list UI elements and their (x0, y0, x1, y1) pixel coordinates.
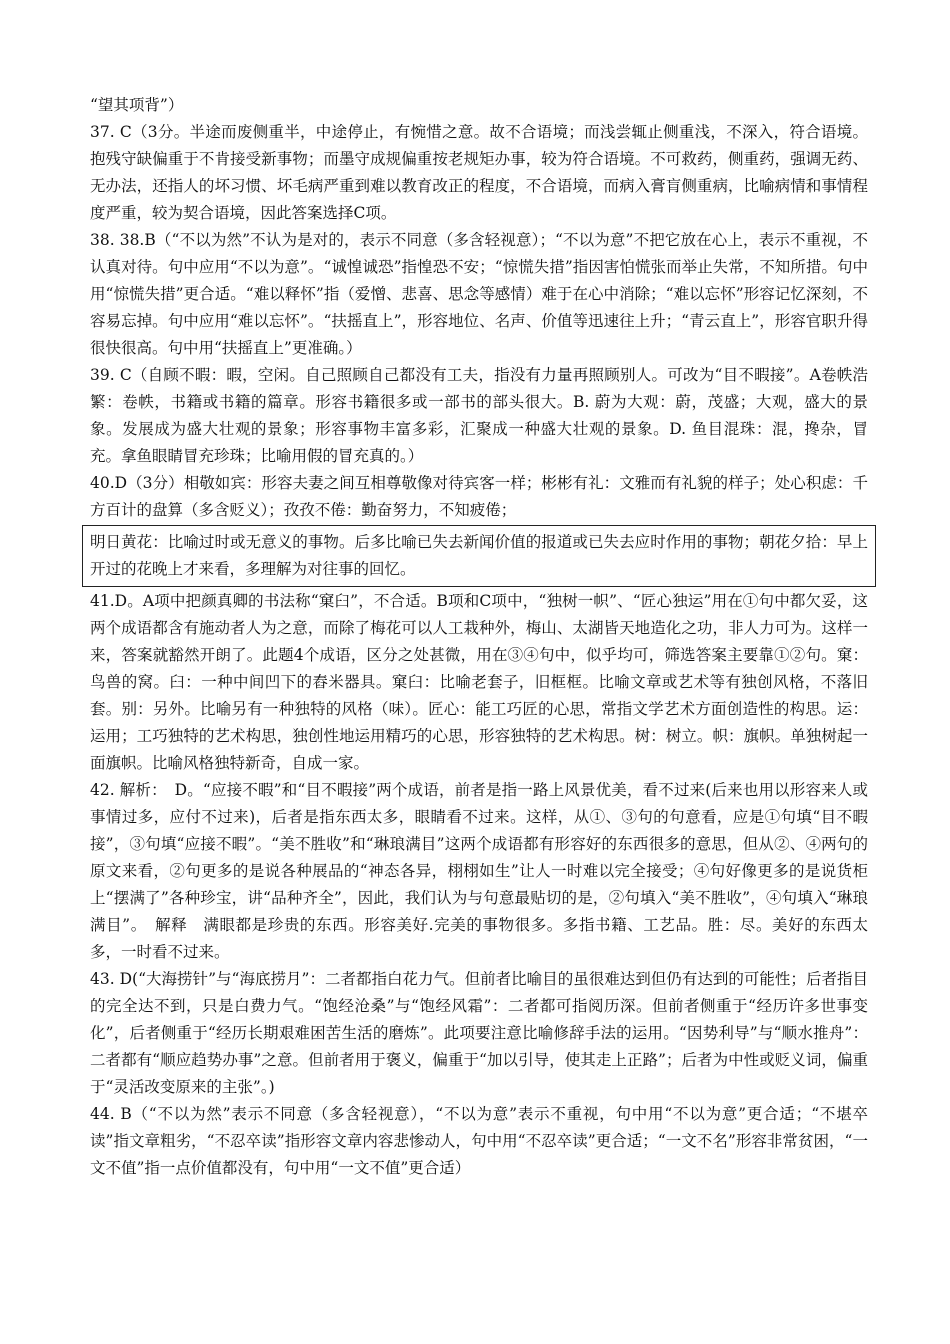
answer-39: 39. C（自顾不暇：暇，空闲。自己照顾自己都没有工夫，指没有力量再照顾别人。可改为“目不暇接”。A卷帙浩繁：卷帙，书籍或书籍的篇章。形容书籍很多或一部书的部头很大。B. 蔚为大观：蔚，茂盛；大观，盛大的景象。发展成为盛大壮观的景象；形容事物丰富多彩，汇聚成一种盛大壮观的景象。D. 鱼目混珠：混，搀杂，冒充。拿鱼眼睛冒充珍珠；比喻用假的冒充真的。） (90, 366, 868, 465)
answer-38: 38. 38.B（“不以为然”不认为是对的，表示不同意（多含轻视意）；“不以为意”不把它放在心上，表示不重视，不认真对待。句中应用“不以为意”。“诚惶诚恐”指惶恐不安；“惊慌失措”指因害怕慌张而举止失常，不知所措。句中用“惊慌失措”更合适。“难以释怀”指（爱憎、悲喜、思念等感情）难于在心中消除；“难以忘怀”形容记忆深刻，不容易忘掉。句中应用“难以忘怀”。“扶摇直上”，形容地位、名声、价值等迅速往上升；“青云直上”，形容官职升得很快很高。句中用“扶摇直上”更准确。） (90, 231, 868, 357)
answer-43: 43. D(“大海捞针”与“海底捞月”：二者都指白花力气。但前者比喻目的虽很难达到但仍有达到的可能性；后者指目的完全达不到，只是白费力气。“饱经沧桑”与“饱经风霜”：二者都可指阅历深。但前者侧重于“经历许多世事变化”，后者侧重于“经历长期艰难困苦生活的磨炼”。此项要注意比喻修辞手法的运用。“因势利导”与“顺水推舟”：二者都有“顺应趋势办事”之意。但前者用于褒义，偏重于“加以引导，使其走上正路”；后者为中性或贬义词，偏重于“灵活改变原来的主张”。) (90, 970, 868, 1096)
answer-44: 44. B（“不以为然”表示不同意（多含轻视意），“不以为意”表示不重视，句中用“不以为意”更合适；“不堪卒读”指文章粗劣，“不忍卒读”指形容文章内容悲惨动人，句中用“不忍卒读”更合适；“一文不名”形容非常贫困，“一文不值”指一点价值都没有，句中用“一文不值”更合适） (90, 1105, 868, 1177)
answer-42: 42. 解析： D。“应接不暇”和“目不暇接”两个成语，前者是指一路上风景优美，看不过来(后来也用以形容来人或事情过多，应付不过来)，后者是指东西太多，眼睛看不过来。这样，从①、③句的句意看，应是①句填“目不暇接”，③句填“应接不暇”。“美不胜收”和“琳琅满目”这两个成语都有形容好的东西很多的意思，但从②、④两句的原文来看，②句更多的是说各种展品的“神态各异，栩栩如生”让人一时难以完全接受；④句好像更多的是说货柜上“摆满了”各种珍宝，讲“品种齐全”，因此，我们认为与句意最贴切的是，②句填入“美不胜收”，④句填入“琳琅满目”。 解释 满眼都是珍贵的东西。形容美好.完美的事物很多。多指书籍、工艺品。胜：尽。美好的东西太多，一时看不过来。 (90, 781, 868, 961)
answer-40: 40.D（3分）相敬如宾：形容夫妻之间互相尊敬像对待宾客一样；彬彬有礼：文雅而有礼貌的样子；处心积虑：千方百计的盘算（多含贬义）；孜孜不倦：勤奋努力，不知疲倦； (90, 474, 868, 519)
answer-40-boxed-note: 明日黄花：比喻过时或无意义的事物。后多比喻已失去新闻价值的报道或已失去应时作用的事物；朝花夕拾：早上开过的花晚上才来看，多理解为对往事的回忆。 (82, 525, 876, 587)
answer-37: 37. C（3分。半途而废侧重半，中途停止，有惋惜之意。故不合语境；而浅尝辄止侧重浅，不深入，符合语境。抱残守缺偏重于不肯接受新事物；而墨守成规偏重按老规矩办事，较为符合语境。不可救药，侧重药，强调无药、无办法，还指人的坏习惯、坏毛病严重到难以教育改正的程度，不合语境，而病入膏肓侧重病，比喻病情和事情程度严重，较为契合语境，因此答案选择C项。 (90, 123, 868, 222)
paragraph-continuation: “望其项背”） (90, 96, 184, 114)
answer-explanations (90, 92, 868, 1182)
answer-41: 41.D。A项中把颜真卿的书法称“窠臼”，不合适。B项和C项中，“独树一帜”、“匠心独运”用在①句中都欠妥，这两个成语都含有施动者人为之意，而除了梅花可以人工栽种外，梅山、太湖皆天地造化之功，非人力可为。这样一来，答案就豁然开朗了。此题4个成语，区分之处甚微，用在③④句中，似乎均可，筛选答案主要靠①②句。窠：鸟兽的窝。臼：一种中间凹下的舂米器具。窠臼：比喻老套子，旧框框。比喻文章或艺术等有独创风格，不落旧套。别：另外。比喻另有一种独特的风格（味）。匠心：能工巧匠的心思，常指文学艺术方面创造性的构思。运：运用；工巧独特的艺术构思，独创性地运用精巧的心思，形容独特的艺术构思。树：树立。帜：旗帜。单独树起一面旗帜。比喻风格独特新奇，自成一家。 (90, 592, 868, 772)
